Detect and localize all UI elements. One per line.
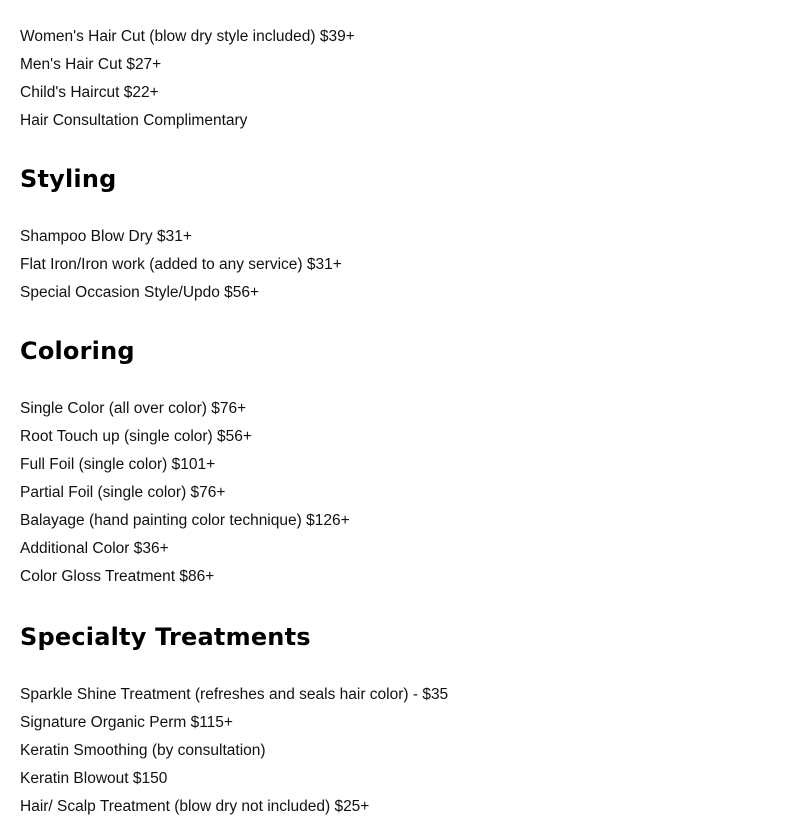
coloring-list bbox=[20, 395, 765, 591]
list-item: Child's Haircut $22+ bbox=[20, 84, 159, 101]
list-item: Balayage (hand painting color technique) $126+ bbox=[20, 512, 350, 529]
list-item: Additional Color $36+ bbox=[20, 540, 169, 557]
list-item: Keratin Smoothing (by consultation) bbox=[20, 742, 266, 759]
list-item: Hair Consultation Complimentary bbox=[20, 112, 248, 129]
list-item: Single Color (all over color) $76+ bbox=[20, 400, 247, 417]
list-item: Root Touch up (single color) $56+ bbox=[20, 428, 252, 445]
haircut-list bbox=[20, 23, 765, 135]
section-heading-specialty-treatments: Specialty Treatments bbox=[20, 623, 311, 651]
list-item: Women's Hair Cut (blow dry style included) $39+ bbox=[20, 28, 355, 45]
list-item: Shampoo Blow Dry $31+ bbox=[20, 228, 192, 245]
list-item: Signature Organic Perm $115+ bbox=[20, 714, 233, 731]
list-item: Keratin Blowout $150 bbox=[20, 770, 168, 787]
list-item: Full Foil (single color) $101+ bbox=[20, 456, 216, 473]
price-list bbox=[20, 0, 765, 821]
list-item: Hair/ Scalp Treatment (blow dry not included) $25+ bbox=[20, 798, 370, 815]
list-item: Flat Iron/Iron work (added to any service) $31+ bbox=[20, 256, 342, 273]
section-heading-styling: Styling bbox=[20, 165, 117, 193]
list-item: Special Occasion Style/Updo $56+ bbox=[20, 284, 260, 301]
list-item: Color Gloss Treatment $86+ bbox=[20, 568, 215, 585]
list-item: Men's Hair Cut $27+ bbox=[20, 56, 162, 73]
list-item: Sparkle Shine Treatment (refreshes and seals hair color) - $35 bbox=[20, 686, 449, 703]
list-item: Partial Foil (single color) $76+ bbox=[20, 484, 226, 501]
styling-list bbox=[20, 223, 765, 307]
section-heading-coloring: Coloring bbox=[20, 337, 135, 365]
specialty-list bbox=[20, 681, 765, 821]
